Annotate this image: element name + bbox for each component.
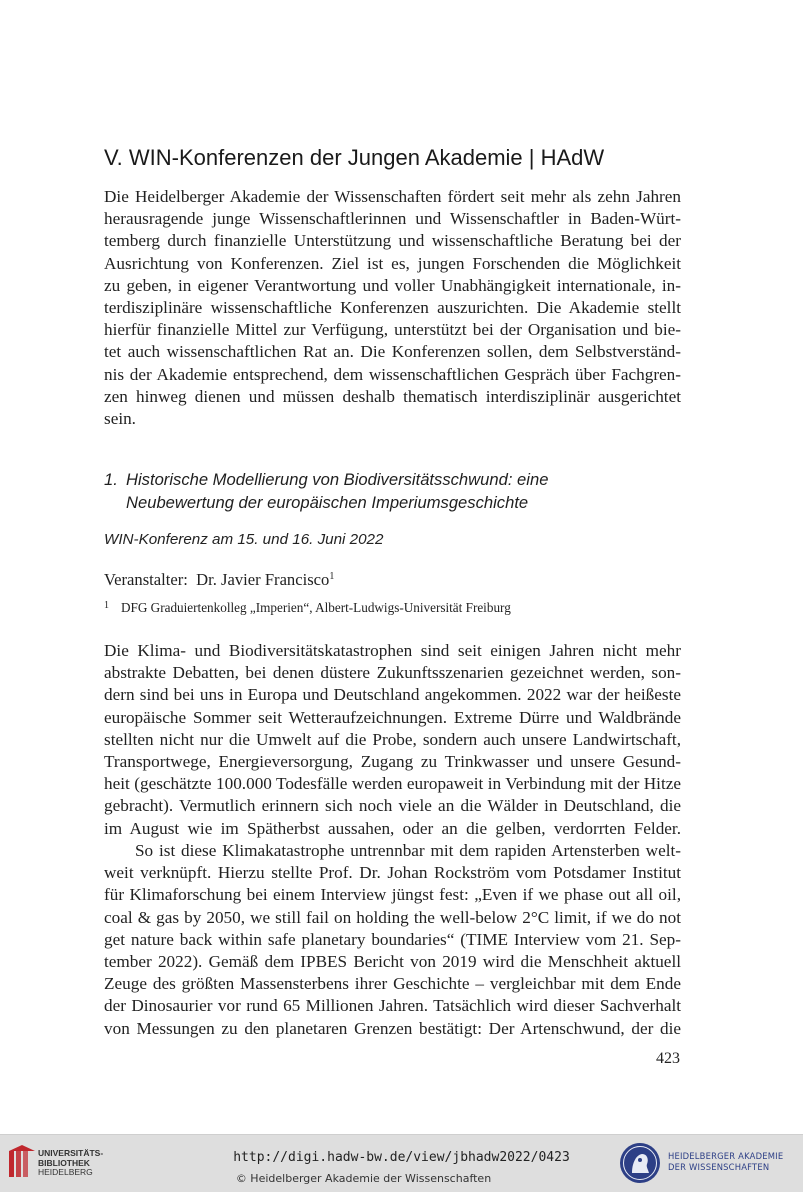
text-line: tet auch wissenschaftlichen Rat an. Die Konferenzen sollen, dem Selbstverständ- [104,342,681,362]
text-line: Die Klima- und Biodiversitätskatastrophen sind seit einigen Jahren nicht mehr [104,641,681,660]
text-line: im August wie im Spätherbst aussahen, oder an die gelben, verdorrten Felder. [104,818,681,838]
conference-date: WIN-Konferenz am 15. und 16. Juni 2022 [104,531,384,548]
text-line: coal & gas by 2050, we still fail on holding the well-below 2°C limit, if we do not [104,907,681,927]
text-line: sein. [104,408,136,428]
library-name-line: BIBLIOTHEK [38,1157,90,1168]
intro-paragraph [104,186,681,430]
section-title-line: Neubewertung der europäischen Imperiumsgeschichte [126,493,529,512]
academy-name [668,1151,783,1173]
text-line: So ist diese Klimakatastrophe untrennbar mit dem rapiden Artensterben welt- [135,841,681,860]
viewer-footer [0,1134,803,1192]
text-line: herausragende junge Wissenschaftlerinnen und Wissenschaftler in Baden-Würt- [104,209,681,229]
library-name-line: HEIDELBERG [38,1167,93,1177]
text-line: terdisziplinäre wissenschaftliche Konferenzen auszurichten. Die Akademie stellt [104,297,681,317]
copyright-notice: © Heidelberger Akademie der Wissenschaften [235,1172,492,1185]
body-paragraph-1 [104,640,681,840]
text-line: Ausrichtung von Konferenzen. Ziel ist es, jungen Forschenden die Möglichkeit [104,253,681,273]
chapter-heading: V. WIN-Konferenzen der Jungen Akademie | HAdW [104,145,605,170]
text-line: abstrakte Debatten, bei denen düstere Zukunftsszenarien gezeichnet werden, son- [104,663,681,683]
text-line: dern sind bei uns in Europa und Deutschland angekommen. 2022 war der heißeste [104,685,681,705]
text-line: get nature back within safe planetary boundaries“ (TIME Interview vom 21. Sep- [104,929,681,949]
library-name-line: UNIVERSITÄTS- [38,1148,104,1158]
text-line: europäische Sommer seit Wetteraufzeichnungen. Extreme Dürre und Waldbrände [104,707,681,727]
text-line: nis der Akademie entsprechend, dem wissenschaftlichen Gespräch über Fachgren- [104,364,681,384]
text-line: Die Heidelberger Akademie der Wissenschaften fördert seit mehr als zehn Jahren [104,187,681,206]
text-line: tember 2022). Gemäß dem IPBES Bericht von 2019 wird die Menschheit aktuell [104,951,681,971]
organizer-name: Dr. Javier Francisco [196,570,330,589]
text-line: der Dinosaurier vor rund 65 Millionen Jahren. Tatsächlich wird dieser Sachverhalt [104,996,681,1016]
text-line: weit verknüpft. Hierzu stellte Prof. Dr. Johan Rockström vom Potsdamer Institut [104,863,681,883]
footnote-text: DFG Graduiertenkolleg „Imperien“, Albert-Ludwigs-Universität Freiburg [121,600,511,615]
text-line: zu geben, in eigener Verantwortung und voller Unabhängigkeit internationale, in- [104,275,681,295]
page-number: 423 [656,1050,680,1067]
footnote-reference: 1 [329,571,335,582]
organizer-line [104,566,334,591]
academy-name-line: DER WISSENSCHAFTEN [668,1162,770,1172]
text-line: heit (geschätzte 100.000 Todesfälle werden europaweit in Verbindung mit der Hitze [104,774,681,794]
section-title [104,468,681,514]
text-line: Zeuge des größten Massensterbens ihrer Geschichte – vergleichbar mit dem Ende [104,974,681,994]
section-title-line: Historische Modellierung von Biodiversitätsschwund: eine [126,470,549,489]
footnote [104,597,511,617]
body-paragraph-2 [104,840,681,1040]
text-line: von Messungen zu den planetaren Grenzen bestätigt: Der Artenschwund, der die [104,1018,681,1038]
text-line: hierfür finanzielle Mittel zur Verfügung, unterstützt bei der Organisation und bie- [104,320,681,340]
academy-seal-icon[interactable] [618,1141,662,1185]
text-line: temberg durch finanzielle Unterstützung und wissenschaftliche Beratung bei der [104,231,681,251]
academy-name-line: HEIDELBERGER AKADEMIE [668,1151,784,1161]
text-line: gebracht). Vermutlich erinnern sich noch viele an die Wälder in Deutschland, die [104,796,681,816]
text-line: stellten nicht nur die Umwelt auf die Probe, sondern auch unsere Landwirtschaft, [104,729,681,749]
section-number: 1. [104,470,118,489]
text-line: Transportwege, Energieversorgung, Zugang zu Trinkwasser und unsere Gesund- [104,751,681,771]
organizer-label: Veranstalter: [104,570,188,589]
permalink-url[interactable]: http://digi.hadw-bw.de/view/jbhadw2022/0423 [233,1150,570,1165]
text-line: zen hinweg dienen und müssen deshalb thematisch interdisziplinär ausgerichtet [104,386,681,406]
footnote-mark: 1 [104,600,109,611]
text-line: für Klimaforschung bei einem Interview jüngst fest: „Even if we phase out all oil, [104,885,681,905]
